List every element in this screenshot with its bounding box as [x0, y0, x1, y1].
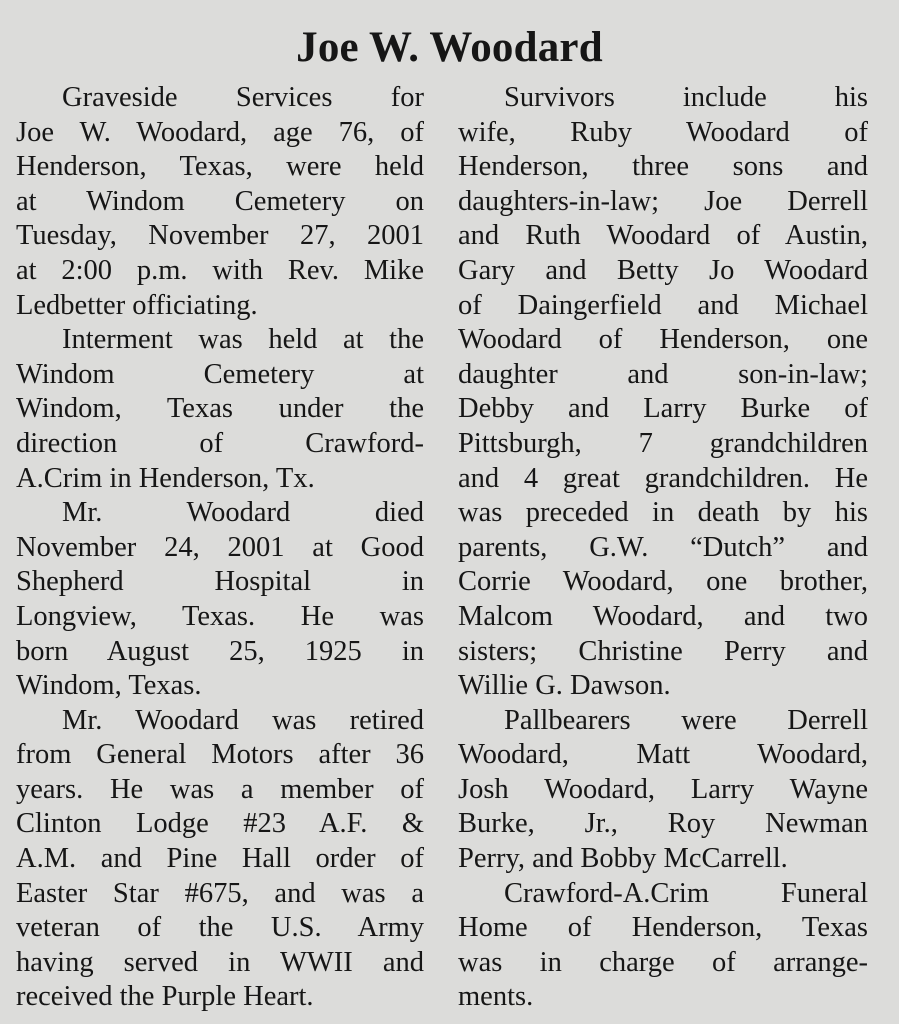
text-line: Tuesday, November 27, 2001 — [16, 220, 424, 252]
text-line: Longview, Texas. He was — [16, 600, 424, 632]
text-line: Malcom Woodard, and two — [458, 600, 868, 632]
text-line: was in charge of arrange- — [458, 946, 868, 978]
text-line: Willie G. Dawson. — [458, 670, 671, 702]
text-line: Clinton Lodge #23 A.F. & — [16, 808, 424, 840]
text-line: direction of Crawford- — [16, 427, 424, 459]
text-line: Burke, Jr., Roy Newman — [458, 808, 868, 840]
text-line: November 24, 2001 at Good — [16, 531, 424, 563]
text-line: Home of Henderson, Texas — [458, 912, 868, 944]
text-line: parents, G.W. “Dutch” and — [458, 531, 868, 563]
text-line: Josh Woodard, Larry Wayne — [458, 773, 868, 805]
text-line: Mr. Woodard was retired — [62, 704, 424, 736]
text-line: Gary and Betty Jo Woodard — [458, 254, 868, 286]
text-line: from General Motors after 36 — [16, 739, 424, 771]
text-line: Windom Cemetery at — [16, 358, 424, 390]
text-line: Pallbearers were Derrell — [504, 704, 868, 736]
text-line: Easter Star #675, and was a — [16, 877, 424, 909]
text-line: Ledbetter officiating. — [16, 289, 258, 321]
text-line: sisters; Christine Perry and — [458, 635, 868, 667]
text-line: daughter and son-in-law; — [458, 358, 868, 390]
text-line: Joe W. Woodard, age 76, of — [16, 116, 424, 148]
text-line: Debby and Larry Burke of — [458, 393, 868, 425]
left-column — [16, 81, 424, 1015]
text-line: Mr. Woodard died — [62, 497, 424, 529]
text-line: Graveside Services for — [62, 82, 424, 113]
text-line: Windom, Texas. — [16, 670, 202, 702]
text-line: wife, Ruby Woodard of — [458, 116, 868, 148]
text-line: Woodard, Matt Woodard, — [458, 739, 868, 771]
text-line: having served in WWII and — [16, 946, 424, 978]
text-line: A.M. and Pine Hall order of — [16, 843, 424, 875]
text-line: and Ruth Woodard of Austin, — [458, 220, 868, 252]
text-line: daughters-in-law; Joe Derrell — [458, 185, 868, 217]
text-line: Corrie Woodard, one brother, — [458, 566, 868, 598]
text-line: Crawford-A.Crim Funeral — [504, 877, 868, 909]
text-line: received the Purple Heart. — [16, 981, 314, 1013]
text-line: at 2:00 p.m. with Rev. Mike — [16, 254, 424, 286]
text-line: Woodard of Henderson, one — [458, 324, 868, 356]
text-line: Shepherd Hospital in — [16, 566, 424, 598]
text-line: Windom, Texas under the — [16, 393, 424, 425]
text-line: Perry, and Bobby McCarrell. — [458, 843, 788, 875]
text-line: veteran of the U.S. Army — [16, 912, 424, 944]
text-line: years. He was a member of — [16, 773, 424, 805]
text-line: ments. — [458, 981, 534, 1013]
right-column — [458, 81, 868, 1015]
text-line: was preceded in death by his — [458, 497, 868, 529]
text-line: A.Crim in Henderson, Tx. — [16, 462, 315, 494]
obituary-title: Joe W. Woodard — [296, 24, 603, 71]
text-line: Henderson, Texas, were held — [16, 151, 424, 183]
text-line: of Daingerfield and Michael — [458, 289, 868, 321]
text-line: at Windom Cemetery on — [16, 185, 424, 217]
text-line: Pittsburgh, 7 grandchildren — [458, 427, 868, 459]
text-line: Survivors include his — [504, 82, 868, 113]
text-line: Henderson, three sons and — [458, 151, 868, 183]
text-line: and 4 great grandchildren. He — [458, 462, 868, 494]
text-line: born August 25, 1925 in — [16, 635, 424, 667]
text-line: Interment was held at the — [62, 324, 424, 356]
